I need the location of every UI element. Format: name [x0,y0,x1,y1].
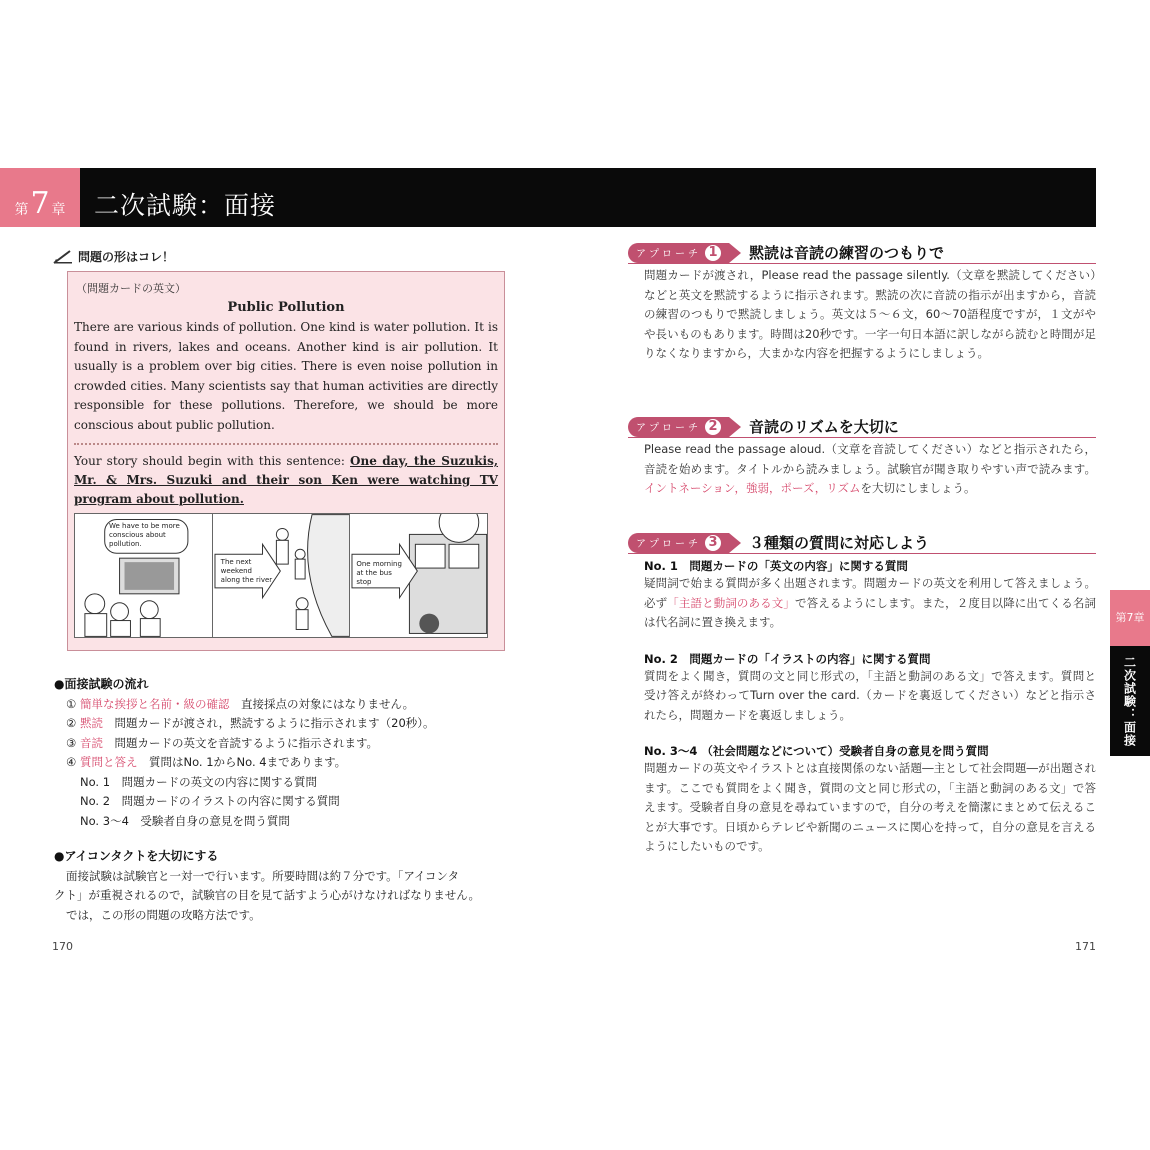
approach-title: 音読のリズムを大切に [749,418,899,436]
question-heading-2: No. 2 問題カードの「イラストの内容」に関する質問 [644,651,931,666]
question-heading-1: No. 1 問題カードの「英文の内容」に関する質問 [644,559,908,573]
question-heading-3: No. 3～4 （社会問題などについて）受験者自身の意見を問う質問 [644,744,989,758]
card-story-instruction [74,452,498,509]
problem-card [67,271,505,651]
emphasis-text: 「主語と動詞のある文」 [667,595,796,610]
interview-flow-section [54,675,514,831]
card-heading-text: 問題の形はコレ！ [78,250,175,264]
card-heading [52,248,174,265]
flow-item-text: 直接採点の対象にはなりません。 [229,696,415,711]
illustration-panel-1 [75,514,213,637]
chapter-title: 二次試験：面接 [94,191,277,220]
flow-item-2 [54,714,514,734]
approach-heading [628,416,1096,438]
flow-item-text: 問題カードの英文を音読するように指示されます。 [102,735,379,750]
story-prefix: Your story should begin with this sentence: [74,454,351,468]
arrow-icon [729,533,741,553]
speech-bubble-1: We have to be more conscious about pollution. [109,522,180,548]
approach-heading [628,532,1096,554]
flow-item-4 [54,753,514,773]
page-number-right: 171 [1075,940,1096,953]
approach-1 [628,242,1096,364]
side-chapter-title-tab: 二次試験：面接 [1110,646,1150,756]
flow-subitem: No. 2 問題カードのイラストの内容に関する質問 [80,794,340,808]
arrow-icon [729,417,741,437]
approach-number: 1 [703,243,723,263]
question-body-1: 疑問詞で始まる質問が多く出題されます。問題カードの英文を利用して答えましょう。必ず「主語と動詞のある文」で答えるようにします。また，２度目以降に出てくる名詞は代名詞に置き換えます。 [644,576,1097,629]
approach-body: Please read the passage aloud.（文章を音読してください）などと指示されたら，音読を始めます。タイトルから読みましょう。試験官が聞き取りやすい声で読みます。イントネーション，強弱，ポーズ，リズムを大切にしましょう。 [644,442,1096,495]
flow-item-number: ④ [66,755,77,769]
illustration-panel-3 [350,514,487,637]
pencil-icon [52,249,74,265]
chapter-badge [0,168,80,227]
question-body-3: 問題カードの英文やイラストとは直接関係のない話題―主として社会問題―が出題されます。ここでも質問をよく聞き，質問の文と同じ形式の，「主語と動詞のある文」で答えます。受験者自身の意見を尋ねていますので，自分の考えを簡潔にまとめて伝えることが大事です。日頃からテレビや新聞のニュースに関心を持って，自分の意見を言えるようにしたいものです。 [644,761,1096,853]
flow-item-key: 簡単な挨拶と名前・級の確認 [79,696,230,711]
flow-item-number: ② [66,716,77,730]
flow-item-text: 質問はNo. 1からNo. 4まであります。 [137,755,347,769]
arrow-label-3: One morning at the bus stop [356,560,402,586]
dotted-divider [74,443,498,445]
approach-heading [628,242,1096,264]
flow-item-key: 音読 [79,735,103,750]
arrow-label-2: The next weekend along the river [220,558,273,584]
page-number-left: 170 [52,940,73,953]
flow-subitem: No. 3～4 受験者自身の意見を問う質問 [80,813,290,828]
approach-tag: アプローチ 2 [628,417,729,437]
approach-body: 問題カードが渡され，Please read the passage silently.（文章を黙読してください）などと英文を黙読するように指示されます。黙読の次に音読の指示が出ますから，音読の練習のつもりで黙読しましょう。英文は５～６文，60～70語程度ですが，１文がやや長いものもあります。時間は20秒です。一字一句日本語に訳しながら読むと時間が足りなくなりますから，大まかな内容を把握するようにしましょう。 [644,268,1096,360]
side-chapter-tab: 第7章 [1110,590,1150,646]
approach-tag: アプローチ 3 [628,533,729,553]
flow-subitem: No. 1 問題カードの英文の内容に関する質問 [80,774,318,789]
approach-title: ３種類の質問に対応しよう [749,534,930,552]
illustration-panel-2 [213,514,351,637]
approach-title: 黙読は音読の練習のつもりで [749,244,945,262]
eye-contact-line: クト」が重視されるので，試験官の目を見て話すよう心がけなければなりません。 [54,888,480,902]
flow-item-text: 問題カードが渡され，黙読するように指示されます（20秒）。 [102,716,435,730]
flow-item-key: 黙読 [79,716,103,730]
chapter-number: 7 [30,186,50,221]
approach-tag: アプローチ 1 [628,243,729,263]
flow-item-number: ③ [66,735,77,750]
approach-2 [628,416,1096,499]
arrow-icon [729,243,741,263]
approach-3 [628,532,1096,857]
eye-contact-line: 面接試験は試験官と一対一で行います。所要時間は約７分です。「アイコンタ [66,868,459,883]
chapter-prefix: 第 [14,202,29,218]
eye-contact-line: では，この形の問題の攻略方法です。 [66,907,261,922]
flow-item-key: 質問と答え [79,755,138,769]
question-body-2: 質問をよく聞き，質問の文と同じ形式の，「主語と動詞のある文」で答えます。質問と受け答えが終わってTurn over the card.（カードを裏返してください）などと指示されたら，問題カードを裏返しましょう。 [644,668,1096,722]
flow-item-1 [54,695,514,715]
flow-item-number: ① [66,696,77,711]
flow-item-3 [54,734,514,754]
approach-number: 2 [703,417,723,437]
eye-contact-section [54,847,514,925]
card-passage: There are various kinds of pollution. One kind is water pollution. It is found in rivers, lakes and oceans. Another kind is air pollution. It usually is a problem over big cities. There is even noise pollution in crowded cities. Many scientists say that human activities are directly responsible for these pollutions. Therefore, we should be more conscious about public pollution. [74,320,498,432]
emphasis-text: イントネーション，強弱，ポーズ，リズム [644,481,861,495]
flow-title: ●面接試験の流れ [54,677,149,691]
story-first-sentence: One day, the Suzukis, Mr. & Mrs. Suzuki and their son Ken were watching TV program about pollution. [74,454,499,506]
card-label: （問題カードの英文） [76,282,186,295]
eye-contact-title: ●アイコンタクトを大切にする [54,849,219,863]
card-title: Public Pollution [227,300,345,315]
approach-number: 3 [703,533,723,553]
chapter-suffix: 章 [51,202,66,218]
illustration-strip [74,513,488,638]
